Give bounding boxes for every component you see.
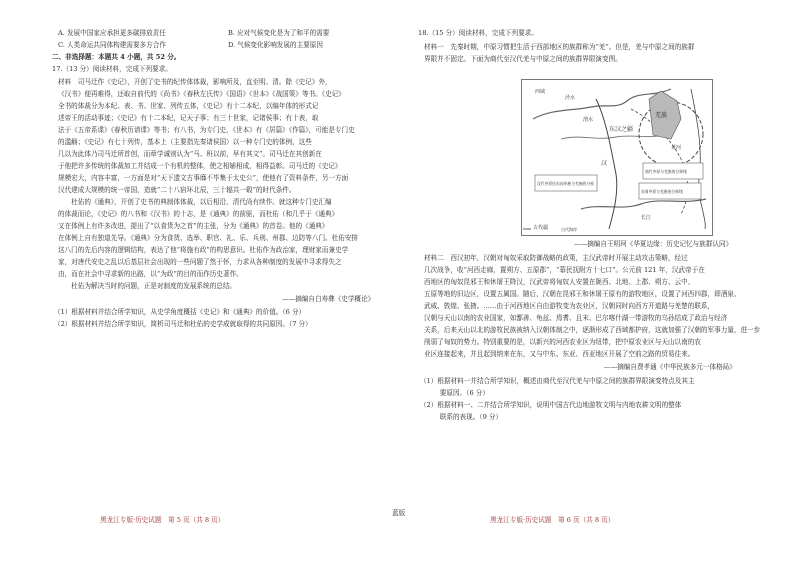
material-line: 杜佑为解决当时的问题，正是对制度的发展系统的总结。 <box>58 282 237 290</box>
option-d: D. 气候变化影响发展的主要原因 <box>228 41 323 49</box>
q17-header: 17.（13 分）阅读材料，完成下列要求。 <box>52 65 172 73</box>
map-legend: 古代海岸 <box>561 227 577 232</box>
option-b: B. 应对气候变化是为了和平的需要 <box>228 29 330 37</box>
material2-line: 削弱了匈奴的势力。特别重要的是，以新兴的河西农业区为纽带，把中原农业区与天山以南的农 <box>424 338 701 346</box>
material2-line: 几次战争，收“河西走廊，置朔方、五原郡”，“幕民抚附方十七口”。公元前 121 年，汉武帝于在 <box>424 266 705 274</box>
map-label: 西域 <box>535 89 546 95</box>
question-1-cont: 要原因。（6 分） <box>420 389 489 397</box>
center-mark: 蓝版 <box>392 509 406 517</box>
material-line: 家，对唐代安史之乱以后基层社会出现的一些问题了然于怀，力求从各种制度的发展中寻求得失之 <box>58 258 342 266</box>
question-2: （2）根据材料并结合所学知识，简析司马迁和杜佑的史学成就取得的共同原因。（7 分） <box>54 320 312 328</box>
box-center-text: 商代中原与羌族的分界线 <box>645 169 687 174</box>
material-line: 材料 司马迁作《史记》，开创了史书的纪传体体裁，影响所及，直至明、清。除《史记》外， <box>58 78 332 86</box>
material-line: 汉代建成大规模的统一帝国，造就“二十八宿环北辰，三十辐共一毂”的时代条件。 <box>58 186 296 194</box>
material-line: 全书的体裁分为本纪、表、书、世家、列传五体，《史记》有十二本纪，以编年体的形式记 <box>58 102 319 110</box>
material-line: 述帝王的活动事迹；《史记》有十二本纪，记天子事；有三十世家，记诸侯事；有十表，取 <box>58 114 319 122</box>
map-label: 渭水 <box>583 117 594 123</box>
material2-line: 业区连接起来，并且起到纳来在东，又与中东、东亚、西亚地区开展了空前之路的贸易往来。 <box>424 350 695 358</box>
material2-line: 汉朝与天山以南的农业国家，如鄯善、龟兹、焉耆、且末、巴尔喀什湖一带游牧的乌孙结成了政治与经济 <box>424 314 728 322</box>
source-citation: ——摘编自白寿彝《史学概论》 <box>282 295 375 303</box>
map-label: 汉 <box>601 160 608 167</box>
material-line: 《汉书》便再难得，还取自前代的《尚书》《春秋左氏传》《国语》《世本》《战国策》等书。《史记》 <box>58 90 345 98</box>
option-a: A. 发展中国家应承担更多碳排放责任 <box>58 29 166 37</box>
material-line: 由，而在社会中寻求新的出路，以“为政”的目的而作历史著作。 <box>58 270 243 278</box>
question-2-cont: 联系的表现。（9 分） <box>420 413 503 421</box>
material-line: 的滥觞；《史记》有七十列传，基本上（主要指先秦诸侯国）以一种专门史的体例，这些 <box>58 138 312 146</box>
material2-line: 五原等地的旧边区，设置五属国。随后，汉朝在昆邪王和休屠王原有的游牧地区，设置了河西四郡，即酒泉、 <box>424 290 741 298</box>
source2-citation: ——摘编自费孝通《中华民族多元一体格局》 <box>604 363 736 371</box>
section-title: 二、非选择题：本题共 4 小题，共 52 分。 <box>52 53 181 61</box>
ethnic-boundary-map <box>521 79 713 236</box>
option-c: C. 人类命运共同体构建需要多方合作 <box>58 41 166 49</box>
material-line: 杜佑的《通典》，开创了史书的典制体体裁，以后相沿，清代尚有续作。就这种专门史汇编 <box>58 198 332 206</box>
box-left-text: 汉代中原往东向华族与羌族的分界 <box>537 181 594 186</box>
material-line: 几以为此体乃司马迁所首创，而章学诚则认为“马、班以前，早有其文”。司马迁在其创新在 <box>58 150 322 158</box>
question-2: （2）根据材料一、二并结合所学知识，说明中国古代边地游牧文明与内地农耕文明的整体 <box>420 401 682 409</box>
map-label: 古代疆 <box>533 225 549 231</box>
material2-line: 武威、敦煌、张掖。……由于河西地区自由游牧变为农业区，汉朝同时向西方开道路与羌楚的联系， <box>424 302 715 310</box>
map-label: 黄河 <box>671 145 682 151</box>
material2-line: 西地区的匈奴昆邪王和休屠王降汉，汉武帝将匈奴人安置在陇西、北地、上郡、朔方、云中、 <box>424 278 695 286</box>
map-label: 泾水 <box>565 95 576 101</box>
material2-line: 关系，后来天山以北的游牧民族被纳入汉朝体制之中，逐渐形成了西域都护府，这就加强了汉朝的军事力量，进一步 <box>424 326 761 334</box>
material-line: 法于《五帝系谍》《春秋历谱谍》等书；有八书，为专门史，《世本》有《居篇》《作篇》，可能是专门史 <box>58 126 355 134</box>
material-line: 于他把许多传统的体裁加工并结成一个有机的整体，使之相辅相成，相得益彰。司马迁的《史记》 <box>58 162 342 170</box>
material1-line: 界限并不固定。下面为商代至汉代羌与中原之间的族群界限演变图。 <box>424 55 622 63</box>
material-line: 又在体例上有许多改进，提出了“以食货为之首”的主张，分为《通典》的首卷。他的《通典》 <box>58 222 329 230</box>
question-1: （1）根据材料一并结合所学知识，概述由商代至汉代羌与中原之间的族群界限演变特点及其主 <box>420 377 695 385</box>
source1-citation: ——摘编自王明珂《华夏边缘：历史记忆与族群认同》 <box>574 240 733 248</box>
material-line: 在体例上自有独道先导。《通典》分为食货、选举、职官、礼、乐、兵刑、州郡、边防等八门。杜佑安排 <box>58 234 359 242</box>
left-footer: 黑龙江专版·历史试题 第 5 页（共 8 页） <box>100 516 225 524</box>
map-label: 长江 <box>641 215 652 221</box>
material1-line: 材料一 先秦时期，中原习惯把生活于西部地区的族群称为“羌”。但是，羌与中原之间的族群 <box>424 43 695 51</box>
box-right-text: 东周中原与羌族的分界线 <box>641 189 683 194</box>
material2-line: 材料二 西汉初年，汉朝对匈奴采取防御战略的政策，主汉武帝时开展主动攻击策略，经过 <box>424 254 688 262</box>
map-label: 东汉之疆 <box>609 126 634 133</box>
right-footer: 黑龙江专版·历史试题 第 6 页（共 8 页） <box>490 516 615 524</box>
material-line: 这八门的先后内容的逻辑结构，表达了他“将施有政”的构思意识。杜佑作为政治家，理财家而兼史学 <box>58 246 349 254</box>
material-line: 的体裁而论，《史记》的八书和《汉书》的十志，是《通典》的前驱，而杜佑（和几乎于《通典》 <box>58 210 339 218</box>
question-1: （1）根据材料并结合所学知识，从史学角度概括《史记》和《通典》的价值。（6 分） <box>54 308 306 316</box>
material-line: 规模宏大，内容丰富，一方面是对“天下遗文古事靡不毕集于太史公”，使他有了资料条件，另一方面 <box>58 174 349 182</box>
map-label: 羌族 <box>655 112 668 119</box>
q18-header: 18.（15 分）阅读材料，完成下列要求。 <box>418 29 538 37</box>
